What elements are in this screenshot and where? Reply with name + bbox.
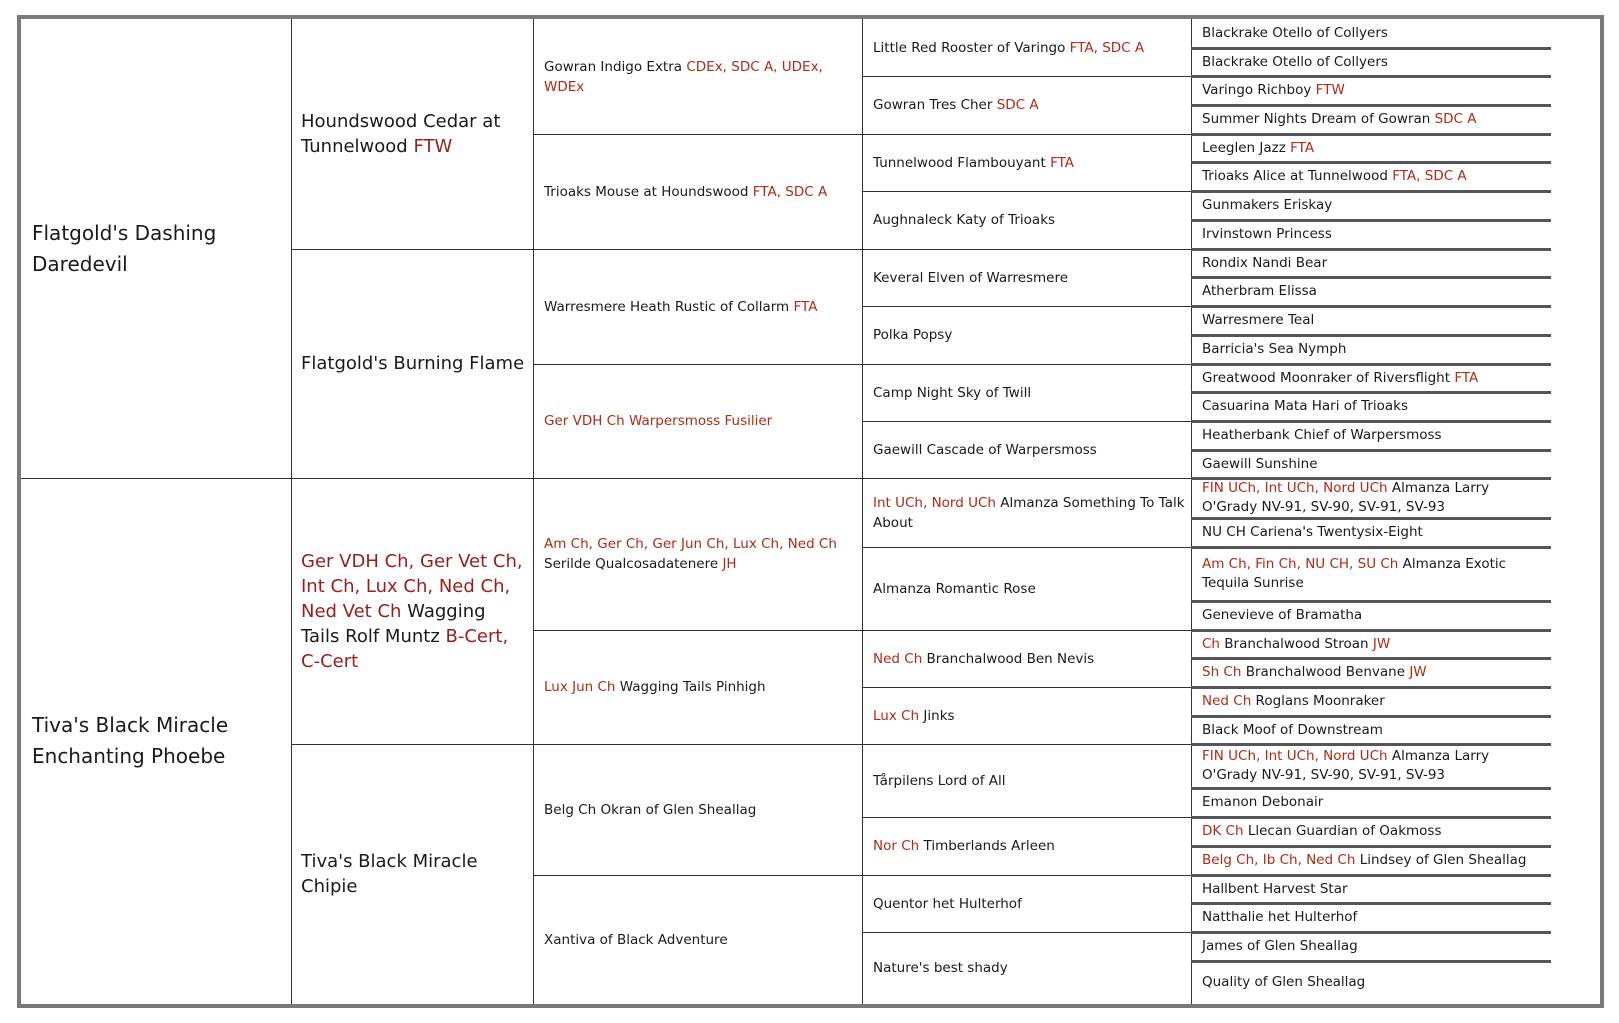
ancestor-name: Almanza Something To Talk About: [873, 494, 1185, 531]
ancestor-name: [1202, 606, 1362, 625]
row-divider: [862, 249, 1191, 250]
ancestor-name: Irvinstown Princess: [1202, 226, 1332, 242]
row-divider: [862, 547, 1191, 548]
g5-ancestor: [1191, 716, 1551, 744]
ancestor-name: Tårpilens Lord of All: [873, 772, 1006, 789]
ancestor-name: [544, 930, 728, 950]
row-divider: [862, 875, 1191, 876]
ancestor-name: [301, 549, 527, 674]
row-divider: [1191, 743, 1551, 746]
ancestor-name: [873, 325, 952, 345]
ancestor-name: [544, 297, 817, 317]
g4-ancestor: [862, 744, 1191, 817]
ancestor-prefix: Nor Ch: [873, 838, 920, 854]
ancestor-name: [1202, 663, 1427, 682]
ancestor-prefix: Sh Ch: [1202, 664, 1242, 680]
ancestor-name: Trioaks Mouse at Houndswood: [544, 183, 749, 200]
ancestor-suffix: SDC A: [1434, 111, 1477, 127]
ancestor-name: [1202, 397, 1408, 416]
ancestor-name: Flatgold's Burning Flame: [301, 353, 525, 374]
ancestor-name: Hallbent Harvest Star: [1202, 880, 1348, 897]
ancestor-name: James of Glen Sheallag: [1202, 938, 1358, 954]
ancestor-name: [873, 153, 1074, 173]
row-divider: [1191, 715, 1551, 718]
row-divider: [291, 478, 533, 479]
ancestor-name: [1202, 973, 1365, 992]
g4-ancestor: [862, 478, 1191, 547]
ancestor-name: Timberlands Arleen: [923, 838, 1055, 854]
row-divider: [1191, 75, 1551, 78]
row-divider: [1191, 248, 1551, 251]
ancestor-name: Blackrake Otello of Collyers: [1202, 53, 1388, 70]
ancestor-name: [873, 38, 1144, 58]
ancestor-name: [873, 836, 1055, 856]
ancestor-name: [1202, 937, 1358, 956]
row-divider: [1191, 334, 1551, 337]
ancestor-name: [1202, 167, 1467, 186]
row-divider: [862, 817, 1191, 818]
row-divider: [862, 478, 1191, 479]
g5-ancestor: [1191, 134, 1551, 162]
g4-ancestor: [862, 134, 1191, 191]
ancestor-name: Branchalwood Stroan: [1224, 635, 1369, 652]
ancestor-name: [1202, 24, 1388, 43]
ancestor-suffix: JH: [722, 556, 737, 572]
ancestor-prefix: Lux Ch: [873, 707, 920, 724]
ancestor-name: Tunnelwood Flambouyant: [873, 154, 1046, 171]
ancestor-name: [1202, 254, 1327, 273]
ancestor-suffix: FTA, SDC A: [1392, 168, 1467, 184]
ancestor-name: Emanon Debonair: [1202, 794, 1324, 810]
row-divider: [862, 191, 1191, 192]
g4-ancestor: [862, 76, 1191, 134]
ancestor-name: Quality of Glen Sheallag: [1202, 974, 1366, 990]
ancestor-suffix: FTA: [793, 298, 818, 315]
ancestor-name: Almanza Romantic Rose: [873, 580, 1036, 597]
row-divider: [862, 134, 1191, 135]
ancestor-name: [1202, 635, 1390, 654]
g5-ancestor: [1191, 392, 1551, 421]
ancestor-suffix: JW: [1372, 635, 1391, 652]
row-divider: [1191, 133, 1551, 136]
row-divider: [533, 249, 862, 250]
row-divider: [1191, 47, 1551, 50]
ancestor-name: Houndswood Cedar at Tunnelwood: [301, 111, 501, 157]
ancestor-name: Nature's best shady: [873, 960, 1008, 976]
row-divider: [21, 478, 291, 479]
row-divider: [862, 744, 1191, 745]
g1-ancestor: [21, 478, 291, 1004]
row-divider: [862, 630, 1191, 631]
ancestor-name: [873, 210, 1055, 230]
ancestor-suffix: FTA: [1454, 369, 1479, 386]
ancestor-name: [1202, 692, 1385, 711]
ancestor-name: [544, 57, 856, 97]
ancestor-name: Blackrake Otello of Collyers: [1202, 25, 1388, 41]
ancestor-suffix: FTA, SDC A: [752, 183, 828, 200]
g4-ancestor: [862, 364, 1191, 421]
ancestor-name: Llecan Guardian of Oakmoss: [1247, 823, 1442, 839]
ancestor-name: [1202, 225, 1332, 244]
ancestor-name: Almanza Larry O'Grady NV-91, SV-90, SV-91, SV-93: [1202, 480, 1490, 515]
ancestor-name: Casuarina Mata Hari of Trioaks: [1202, 398, 1409, 414]
column-divider: [862, 19, 863, 1004]
row-divider: [1191, 517, 1551, 520]
row-divider: [1191, 449, 1551, 452]
ancestor-name: Genevieve of Bramatha: [1202, 607, 1363, 623]
ancestor-name: [544, 677, 766, 697]
ancestor-name: Belg Ch Okran of Glen Sheallag: [544, 801, 757, 818]
ancestor-suffix: B-Cert, C-Cert: [301, 625, 509, 672]
row-divider: [1191, 629, 1551, 632]
ancestor-suffix: CDEx, SDC A, UDEx, WDEx: [544, 58, 823, 95]
column-divider: [533, 19, 534, 1004]
g4-ancestor: [862, 19, 1191, 76]
g4-ancestor: [862, 306, 1191, 364]
ancestor-name: Summer Nights Dream of Gowran: [1202, 111, 1431, 127]
g5-ancestor: [1191, 335, 1551, 364]
g5-ancestor: [1191, 48, 1551, 76]
ancestor-name: [873, 493, 1185, 533]
row-divider: [1191, 787, 1551, 790]
ancestor-name: Warresmere Heath Rustic of Collarm: [544, 298, 790, 315]
g5-ancestor: [1191, 547, 1551, 601]
g5-ancestor: [1191, 687, 1551, 716]
g4-ancestor: [862, 875, 1191, 932]
ancestor-name: Trioaks Alice at Tunnelwood: [1202, 168, 1388, 184]
row-divider: [1191, 477, 1551, 480]
ancestor-name: [32, 710, 291, 772]
row-divider: [1191, 391, 1551, 394]
ancestor-prefix: Am Ch, Ger Ch, Ger Jun Ch, Lux Ch, Ned Ch: [544, 536, 837, 552]
ancestor-name: [1202, 110, 1477, 129]
ancestor-name: [1202, 139, 1314, 158]
g3-ancestor: [533, 630, 862, 744]
ancestor-name: Atherbram Elissa: [1202, 283, 1317, 299]
g5-ancestor: [1191, 220, 1551, 249]
row-divider: [1191, 960, 1551, 963]
ancestor-name: Leeglen Jazz: [1202, 139, 1286, 156]
pedigree-table: [17, 15, 1604, 1008]
row-divider: [862, 687, 1191, 688]
ancestor-name: [544, 800, 756, 820]
ancestor-name: Rondix Nandi Bear: [1202, 254, 1328, 271]
ancestor-name: Almanza Exotic Tequila Sunrise: [1202, 556, 1507, 591]
ancestor-name: [1202, 455, 1318, 474]
ancestor-name: [32, 218, 291, 280]
ancestor-name: [1202, 340, 1346, 359]
column-divider: [1191, 19, 1192, 1004]
ancestor-name: Wagging Tails Pinhigh: [619, 679, 766, 695]
g5-ancestor: [1191, 421, 1551, 450]
g5-ancestor: [1191, 191, 1551, 220]
ancestor-name: [1202, 908, 1357, 927]
ancestor-name: [544, 411, 772, 431]
row-divider: [862, 76, 1191, 77]
ancestor-name: Jinks: [923, 707, 955, 724]
ancestor-name: [1202, 479, 1545, 517]
ancestor-name: [301, 849, 527, 899]
ancestor-name: [1202, 880, 1348, 899]
ancestor-name: [1202, 81, 1345, 100]
ancestor-name: [1202, 196, 1332, 215]
ancestor-name: [873, 894, 1022, 914]
g5-ancestor: [1191, 162, 1551, 191]
ancestor-name: Varingo Richboy: [1202, 82, 1312, 98]
ancestor-name: Keveral Elven of Warresmere: [873, 269, 1069, 286]
ancestor-prefix: FIN UCh, Int UCh, Nord UCh: [1202, 748, 1388, 764]
ancestor-name: NU CH Cariena's Twentysix-Eight: [1202, 524, 1423, 540]
g2-ancestor: [291, 744, 533, 1004]
row-divider: [1191, 816, 1551, 819]
row-divider: [291, 249, 533, 250]
g3-ancestor: [533, 875, 862, 1004]
ancestor-suffix: FTA: [1050, 154, 1075, 171]
g5-ancestor: [1191, 450, 1551, 478]
row-divider: [1191, 219, 1551, 222]
ancestor-prefix: Ned Ch: [1202, 693, 1252, 709]
row-divider: [862, 364, 1191, 365]
g4-ancestor: [862, 817, 1191, 875]
row-divider: [1191, 845, 1551, 848]
ancestor-name: Wagging Tails Rolf Muntz: [301, 600, 486, 647]
g3-ancestor: [533, 19, 862, 134]
g5-ancestor: [1191, 76, 1551, 105]
row-divider: [1191, 190, 1551, 193]
ancestor-prefix: Lux Jun Ch: [544, 679, 616, 695]
g5-ancestor: [1191, 744, 1551, 788]
ancestor-name: Branchalwood Benvane: [1245, 664, 1406, 680]
g4-ancestor: [862, 630, 1191, 687]
ancestor-prefix: FIN UCh, Int UCh, Nord UCh: [1202, 480, 1388, 496]
ancestor-name: Heatherbank Chief of Warpersmoss: [1202, 427, 1442, 443]
ancestor-name: Quentor het Hulterhof: [873, 895, 1022, 912]
row-divider: [1191, 276, 1551, 279]
ancestor-suffix: FTA: [1290, 139, 1315, 156]
row-divider: [862, 306, 1191, 307]
g3-ancestor: [533, 134, 862, 249]
g5-ancestor: [1191, 277, 1551, 306]
row-divider: [1191, 931, 1551, 934]
ancestor-name: [873, 268, 1068, 288]
g5-ancestor: [1191, 478, 1551, 518]
ancestor-name: Barricia's Sea Nymph: [1202, 341, 1347, 357]
g5-ancestor: [1191, 518, 1551, 547]
ancestor-name: Natthalie het Hulterhof: [1202, 909, 1358, 925]
g3-ancestor: [533, 249, 862, 364]
g1-ancestor: [21, 19, 291, 478]
ancestor-prefix: Int UCh, Nord UCh: [873, 494, 996, 511]
g3-ancestor: [533, 478, 862, 630]
ancestor-name: Almanza Larry O'Grady NV-91, SV-90, SV-91, SV-93: [1202, 748, 1490, 783]
g3-ancestor: [533, 364, 862, 478]
ancestor-suffix: FTW: [1315, 82, 1345, 98]
ancestor-prefix: Ch: [1202, 635, 1220, 652]
g5-ancestor: [1191, 249, 1551, 277]
row-divider: [291, 744, 533, 745]
row-divider: [533, 134, 862, 135]
g5-ancestor: [1191, 961, 1551, 1004]
row-divider: [1191, 420, 1551, 423]
ancestor-name: [873, 649, 1094, 669]
ancestor-name: Gaewill Cascade of Warpersmoss: [873, 441, 1097, 458]
ancestor-prefix: Ger VDH Ch Warpersmoss Fusilier: [544, 413, 773, 429]
ancestor-name: Gaewill Sunshine: [1202, 455, 1318, 472]
row-divider: [1191, 600, 1551, 603]
ancestor-name: [873, 958, 1008, 978]
ancestor-name: [1202, 282, 1317, 301]
ancestor-name: Little Red Rooster of Varingo: [873, 39, 1066, 56]
g5-ancestor: [1191, 306, 1551, 335]
ancestor-name: Gowran Indigo Extra: [544, 58, 683, 75]
row-divider: [1191, 104, 1551, 107]
ancestor-name: Xantiva of Black Adventure: [544, 931, 728, 948]
g4-ancestor: [862, 191, 1191, 249]
row-divider: [1191, 686, 1551, 689]
ancestor-prefix: Belg Ch, Ib Ch, Ned Ch: [1202, 852, 1356, 868]
ancestor-name: Aughnaleck Katy of Trioaks: [873, 212, 1056, 228]
g4-ancestor: [862, 547, 1191, 630]
row-divider: [1191, 902, 1551, 905]
ancestor-prefix: Ger VDH Ch, Ger Vet Ch, Int Ch, Lux Ch, Ned Ch, Ned Vet Ch: [301, 550, 523, 622]
ancestor-name: [544, 182, 827, 202]
ancestor-name: [1202, 822, 1442, 841]
ancestor-name: Black Moof of Downstream: [1202, 721, 1383, 738]
g5-ancestor: [1191, 658, 1551, 687]
g5-ancestor: [1191, 19, 1551, 48]
ancestor-name: [873, 383, 1031, 403]
row-divider: [1191, 363, 1551, 366]
ancestor-name: [544, 534, 856, 574]
ancestor-name: [873, 95, 1039, 115]
ancestor-prefix: Am Ch, Fin Ch, NU CH, SU Ch: [1202, 556, 1399, 572]
ancestor-name: [1202, 426, 1442, 445]
g5-ancestor: [1191, 817, 1551, 846]
ancestor-name: Gunmakers Eriskay: [1202, 197, 1333, 213]
g5-ancestor: [1191, 601, 1551, 630]
row-divider: [1191, 546, 1551, 549]
row-divider: [1191, 657, 1551, 660]
g2-ancestor: [291, 19, 533, 249]
g2-ancestor: [291, 249, 533, 478]
row-divider: [533, 478, 862, 479]
row-divider: [533, 744, 862, 745]
row-divider: [862, 421, 1191, 422]
row-divider: [862, 932, 1191, 933]
ancestor-name: [873, 579, 1036, 599]
ancestor-name: [1202, 793, 1323, 812]
ancestor-name: Warresmere Teal: [1202, 312, 1315, 328]
ancestor-name: [873, 771, 1006, 791]
row-divider: [533, 364, 862, 365]
ancestor-suffix: FTW: [413, 136, 453, 157]
ancestor-name: Gowran Tres Cher: [873, 97, 993, 113]
row-divider: [533, 875, 862, 876]
ancestor-name: Lindsey of Glen Sheallag: [1359, 852, 1527, 868]
ancestor-name: [1202, 721, 1383, 740]
ancestor-name: Tiva's Black Miracle Enchanting Phoebe: [32, 713, 229, 768]
ancestor-name: [1202, 311, 1314, 330]
g4-ancestor: [862, 932, 1191, 1004]
ancestor-name: [1202, 53, 1388, 72]
g4-ancestor: [862, 687, 1191, 744]
row-divider: [1191, 305, 1551, 308]
g5-ancestor: [1191, 630, 1551, 658]
g4-ancestor: [862, 249, 1191, 306]
ancestor-name: Camp Night Sky of Twill: [873, 384, 1032, 401]
ancestor-name: [873, 440, 1097, 460]
ancestor-name: Greatwood Moonraker of Riversflight: [1202, 369, 1451, 386]
ancestor-name: Tiva's Black Miracle Chipie: [301, 851, 478, 897]
g2-ancestor: [291, 478, 533, 744]
ancestor-name: Flatgold's Dashing Daredevil: [32, 220, 217, 276]
ancestor-suffix: JW: [1409, 664, 1427, 680]
row-divider: [1191, 161, 1551, 164]
ancestor-name: [1202, 851, 1526, 870]
ancestor-name: Roglans Moonraker: [1255, 693, 1385, 709]
row-divider: [533, 630, 862, 631]
ancestor-name: [301, 351, 524, 376]
row-divider: [1191, 874, 1551, 877]
g4-ancestor: [862, 421, 1191, 478]
g5-ancestor: [1191, 105, 1551, 134]
g5-ancestor: [1191, 875, 1551, 903]
g5-ancestor: [1191, 364, 1551, 392]
g5-ancestor: [1191, 932, 1551, 961]
ancestor-name: Branchalwood Ben Nevis: [926, 650, 1095, 667]
ancestor-suffix: SDC A: [996, 97, 1039, 113]
ancestor-prefix: DK Ch: [1202, 823, 1244, 839]
g3-ancestor: [533, 744, 862, 875]
ancestor-name: [301, 109, 527, 159]
g5-ancestor: [1191, 846, 1551, 875]
ancestor-name: [873, 706, 955, 726]
ancestor-name: Serilde Qualcosadatenere: [544, 556, 719, 572]
ancestor-name: Polka Popsy: [873, 327, 953, 343]
ancestor-name: [1202, 747, 1545, 785]
ancestor-name: [1202, 523, 1423, 542]
ancestor-suffix: FTA, SDC A: [1069, 39, 1145, 56]
ancestor-prefix: Ned Ch: [873, 650, 923, 667]
ancestor-name: [1202, 555, 1545, 593]
g5-ancestor: [1191, 903, 1551, 932]
column-divider: [291, 19, 292, 1004]
ancestor-name: [1202, 369, 1478, 388]
g5-ancestor: [1191, 788, 1551, 817]
